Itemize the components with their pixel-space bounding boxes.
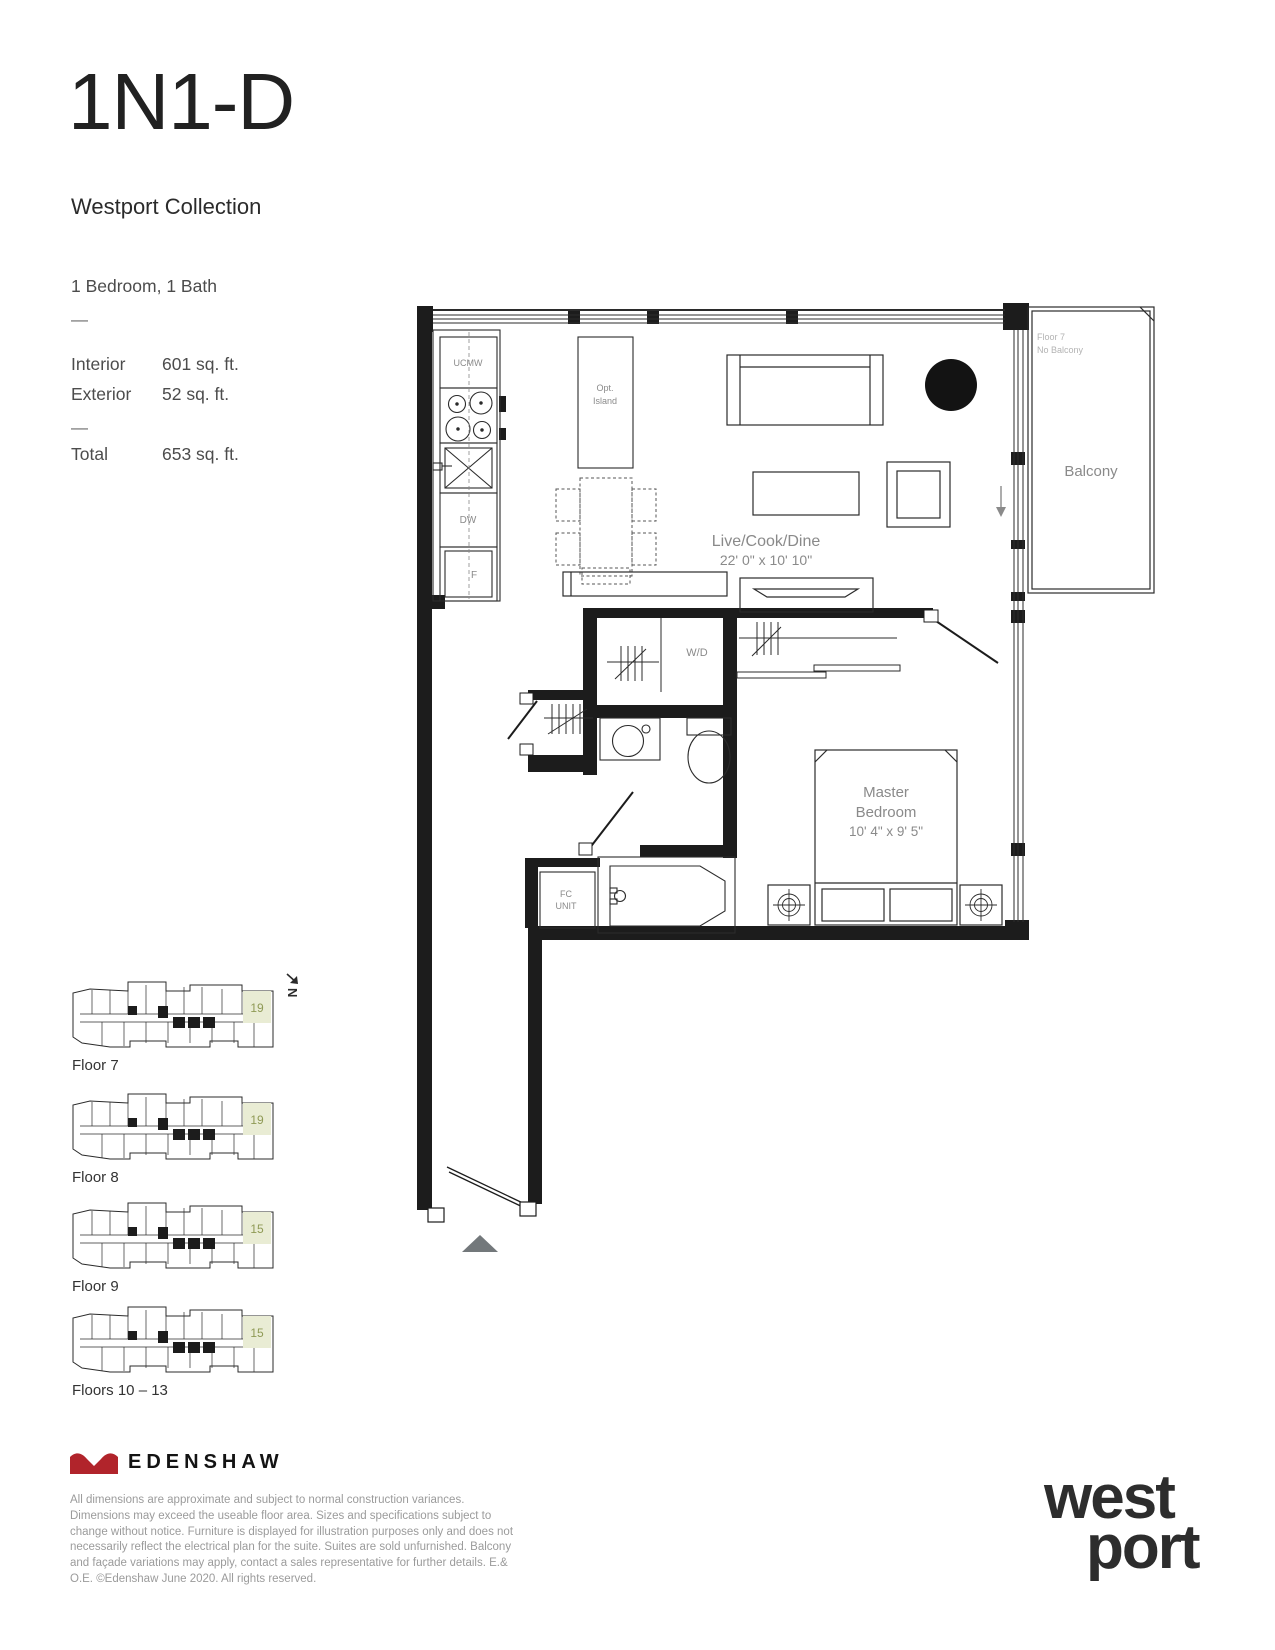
unit-number: 15 <box>250 1222 264 1236</box>
interior-value: 601 sq. ft. <box>162 354 239 374</box>
master-bedroom-dims: 10' 4" x 9' 5" <box>848 824 924 839</box>
interior-label: Interior <box>71 354 126 374</box>
kitchen <box>433 330 633 601</box>
vanity <box>600 718 660 760</box>
page-title: 1N1-D <box>68 57 295 146</box>
island-label: Opt. <box>596 383 614 393</box>
closet-slider-door <box>737 672 826 678</box>
keyplan-floors-10-13 <box>72 1307 273 1399</box>
edenshaw-mark-icon <box>70 1449 118 1475</box>
bathtub <box>598 857 735 933</box>
keyplan-label: Floor 8 <box>72 1169 119 1186</box>
unit-number: 19 <box>250 1001 264 1015</box>
westport-logo-line2: port <box>1086 1513 1199 1582</box>
media-console <box>740 578 873 612</box>
lamp <box>773 889 805 921</box>
pillow <box>890 889 952 921</box>
living-room-dims: 22' 0" x 10' 10" <box>719 552 813 568</box>
doors <box>428 486 1006 1252</box>
coffee-table <box>753 472 859 515</box>
balcony-door-arrow <box>996 486 1006 517</box>
island-label: Island <box>592 396 618 406</box>
pillow <box>822 889 884 921</box>
wd-label: W/D <box>686 647 708 659</box>
edenshaw-logo <box>70 1449 284 1475</box>
lamp <box>965 889 997 921</box>
main-floorplan <box>417 303 1154 1252</box>
sofa <box>727 355 883 425</box>
westport-logo-line1: west <box>1044 1463 1174 1532</box>
disclaimer-text: All dimensions are approximate and subject to normal construction variances. Dimensions may exceed the useable floor area. Sizes and specifications subject to change without notice. Furniture is displayed for illustration purposes only and does not necessarily reflect the electrical plan for the suite. Suites are sold unfurnished. Balcony and façade variations may apply, contact a sales representative for further details. E.& O.E. ©Edenshaw June 2020. All rights reserved. <box>70 1494 514 1585</box>
unit-number: 19 <box>250 1113 264 1127</box>
living-room-label: Live/Cook/Dine <box>711 533 821 550</box>
bathroom-door <box>589 792 633 849</box>
tv <box>754 589 858 597</box>
keyplan-label: Floor 7 <box>72 1057 119 1074</box>
dining-table <box>580 478 632 576</box>
master-bedroom-label: Bedroom <box>855 804 917 821</box>
exterior-label: Exterior <box>71 384 132 404</box>
dining-set-dashed <box>556 478 656 584</box>
keyplan-floor-9 <box>72 1203 273 1295</box>
fc-unit-label: FC <box>560 889 572 899</box>
entry-marker-triangle <box>462 1235 498 1252</box>
keyplans <box>72 974 300 1399</box>
unit-number: 15 <box>250 1326 264 1340</box>
master-bedroom-label: Master <box>863 784 909 801</box>
entry-door <box>447 1167 527 1205</box>
bathroom-sink <box>613 726 644 757</box>
fc-unit-box <box>540 872 595 928</box>
round-table <box>925 359 977 411</box>
fridge <box>440 547 497 601</box>
keyplan-label: Floors 10 – 13 <box>72 1382 168 1399</box>
keyplan-label: Floor 9 <box>72 1278 119 1295</box>
total-value: 653 sq. ft. <box>162 444 239 464</box>
living-furniture <box>563 355 977 612</box>
fc-unit-label: UNIT <box>555 901 577 911</box>
closet-door <box>508 701 537 739</box>
edenshaw-wordmark: EDENSHAW <box>128 1451 284 1473</box>
unit-config: 1 Bedroom, 1 Bath <box>71 276 217 296</box>
ucmw-label: UCMW <box>453 358 483 368</box>
divider-dash: — <box>71 310 88 329</box>
fridge-label: F <box>470 570 478 581</box>
walls <box>417 303 1029 1210</box>
dw-label: DW <box>459 515 477 526</box>
exterior-value: 52 sq. ft. <box>162 384 230 404</box>
keyplan-floor-8 <box>72 1094 273 1186</box>
north-arrow-icon <box>285 974 300 997</box>
balcony-label: Balcony <box>1064 463 1118 480</box>
balcony-note: No Balcony <box>1037 345 1084 355</box>
balcony-note: Floor 7 <box>1037 332 1066 342</box>
north-label: N <box>285 988 300 998</box>
closet-slider-door <box>814 665 900 671</box>
total-label: Total <box>71 444 108 464</box>
bedroom-door <box>933 619 998 663</box>
keyplan-floor-7 <box>72 982 273 1074</box>
collection-subtitle: Westport Collection <box>71 194 262 219</box>
divider-dash: — <box>71 418 88 437</box>
